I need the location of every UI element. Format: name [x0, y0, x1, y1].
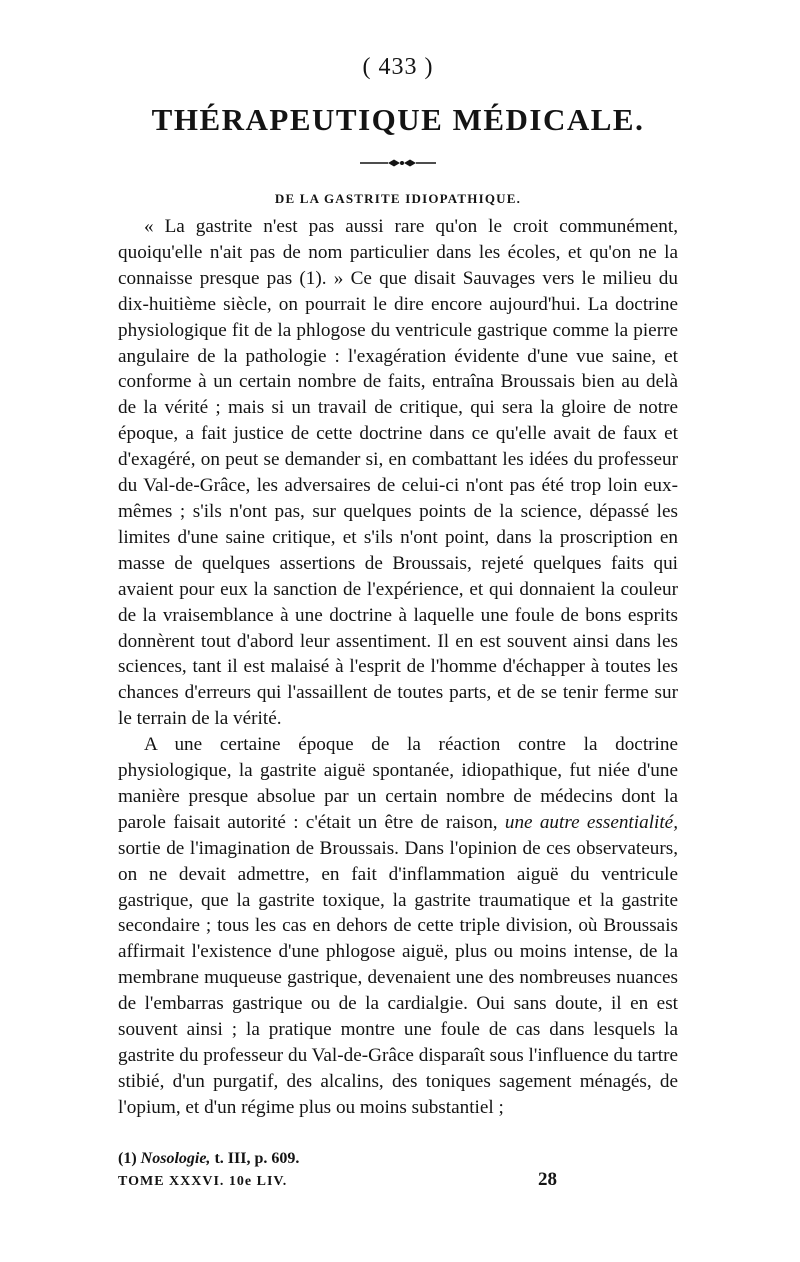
- footnote-marker: (1): [118, 1149, 137, 1167]
- printer-signature: [118, 1168, 678, 1195]
- signature-volume: TOME XXXVI. 10e LIV.: [118, 1173, 288, 1189]
- ornament-divider-icon: [358, 158, 438, 168]
- paragraph-2-text-start: A une certaine époque de la réaction contre la doctrine physiologique, la gastrite aiguë spontanée, idiopathique, fut niée d'une manière presque absolue par un certain nombre de médecins dont la parole faisait autorité : c'était un être de raison,: [118, 734, 678, 833]
- page-number: ( 433 ): [362, 54, 434, 80]
- body-paragraph-1: « La gastrite n'est pas aussi rare qu'on le croit communément, quoiqu'elle n'ait pas de nom particulier dans les écoles, et qu'on ne la connaisse presque pas (1). » Ce que disait Sauvages vers le milieu du dix-huitième siècle, on pourrait le dire encore aujourd'hui. La doctrine physiologique fit de la phlogose du ventricule gastrique comme la pierre angulaire de la pathologie : l'exagération évidente d'une vue saine, et conforme à un certain nombre de faits, entraîna Broussais bien au delà de la vérité ; mais si un travail de critique, qui sera la gloire de notre époque, a fait justice de cette doctrine dans ce qu'elle avait de faux et d'exagéré, on peut se demander si, en combattant les idées du professeur du Val-de-Grâce, les adversaires de celui-ci n'ont pas été trop loin eux-mêmes ; s'ils n'ont pas, sur quelques points de la science, dépassé les limites d'une saine critique, et s'ils n'ont point, dans la proscription en masse de quelques assertions de Broussais, rejeté quelques faits qui avaient pour eux la sanction de l'expérience, et qui donnaient la couleur de la vraisemblance à une doctrine à laquelle une foule de bons esprits donnèrent tout d'abord leur assentiment. Il en est souvent ainsi dans les sciences, tant il est malaisé à l'esprit de l'homme d'échapper à toutes les chances d'erreurs qui l'assaillent de toutes parts, et de se tenir ferme sur le terrain de la vérité.: [118, 216, 678, 730]
- article-title: DE LA GASTRITE IDIOPATHIQUE.: [274, 191, 522, 206]
- body-paragraph-2: [118, 732, 678, 1121]
- footnote: [118, 1149, 678, 1169]
- document-page: [118, 52, 678, 1195]
- section-title: THÉRAPEUTIQUE MÉDICALE.: [151, 102, 645, 137]
- footnote-work-title: Nosologie,: [140, 1149, 211, 1167]
- paragraph-2-text-end: sortie de l'imagination de Broussais. Dans l'opinion de ces observateurs, on ne devait admettre, en fait d'inflammation aiguë du ventricule gastrique, que la gastrite toxique, la gastrite traumatique et la gastrite secondaire ; tous les cas en dehors de cette triple division, où Broussais affirmait l'existence d'une phlogose aiguë, plus ou moins intense, de la membrane muqueuse gastrique, devenaient une des nombreuses nuances de l'embarras gastrique ou de la cardialgie. Oui sans doute, il en est souvent ainsi ; la pratique montre une foule de cas dans lesquels la gastrite du professeur du Val-de-Grâce disparaît sous l'influence du tartre stibié, d'un purgatif, des alcalins, des toniques sagement ménagés, de l'opium, et d'un régime plus ou moins substantiel ;: [118, 837, 678, 1118]
- footnote-reference: t. III, p. 609.: [214, 1149, 300, 1167]
- italic-phrase: une autre essentialité,: [504, 811, 678, 833]
- signature-sheet-number: 28: [538, 1168, 557, 1190]
